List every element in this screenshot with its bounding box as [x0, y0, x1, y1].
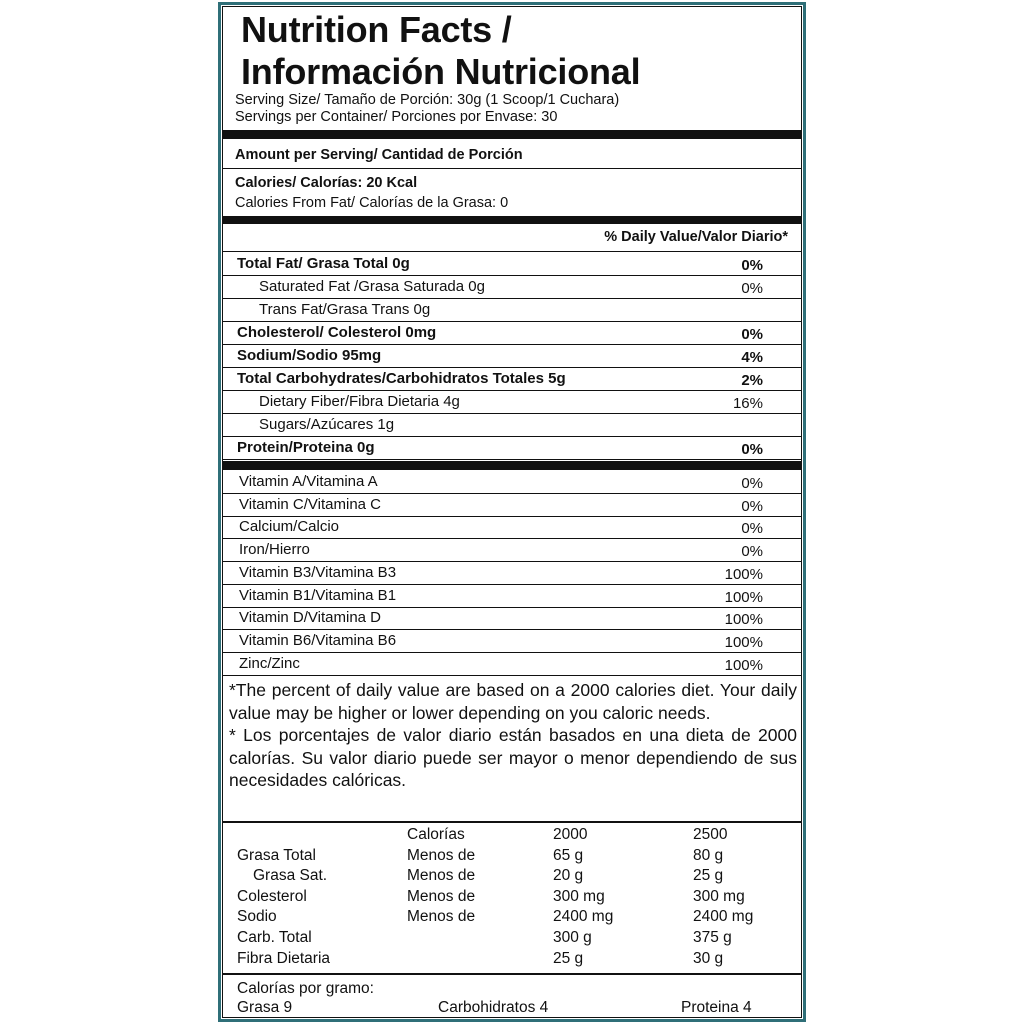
- calories-per-gram-carbs: Carbohidratos 4: [438, 999, 549, 1016]
- nutrient-row: [223, 276, 801, 299]
- reference-cell: 30 g: [693, 949, 724, 967]
- nutrient-row: [223, 414, 801, 437]
- vitamin-name: Vitamin D/Vitamina D: [239, 609, 382, 627]
- vitamin-row: [223, 539, 801, 562]
- nutrient-name: Trans Fat/Grasa Trans 0g: [259, 301, 431, 318]
- reference-cell: 300 g: [553, 929, 592, 946]
- nutrient-row: [223, 345, 801, 368]
- vitamin-row: [223, 494, 801, 517]
- daily-value-header: % Daily Value/Valor Diario*: [604, 229, 788, 245]
- nutrient-row: [223, 437, 801, 460]
- calories-per-gram-protein: Proteina 4: [681, 999, 752, 1016]
- nutrient-name: Total Carbohydrates/Carbohidratos Totales 5g: [237, 370, 566, 387]
- nutrient-daily-value: 0%: [741, 441, 763, 458]
- thick-divider: [223, 130, 801, 139]
- nutrient-daily-value: 2%: [741, 372, 763, 389]
- vitamin-daily-value: 100%: [724, 588, 763, 606]
- reference-header-cell: Calorías: [407, 826, 465, 843]
- vitamin-name: Vitamin B6/Vitamina B6: [239, 631, 397, 649]
- reference-cell: Carb. Total: [237, 929, 312, 946]
- nutrient-name: Total Fat/ Grasa Total 0g: [237, 255, 410, 272]
- reference-cell: 25 g: [553, 949, 584, 967]
- reference-cell: Menos de: [407, 867, 476, 885]
- footnote: [229, 679, 797, 792]
- calories-from-fat: Calories From Fat/ Calorías de la Grasa: 0: [235, 195, 509, 211]
- label-title: [241, 9, 640, 93]
- vitamin-name: Calcium/Calcio: [239, 518, 340, 536]
- vitamin-daily-value: 0%: [741, 497, 763, 515]
- vitamin-name: Zinc/Zinc: [239, 654, 300, 672]
- nutrition-label: [222, 6, 802, 1018]
- nutrient-daily-value: 0%: [741, 326, 763, 343]
- nutrient-row: [223, 322, 801, 345]
- footnote-english: *The percent of daily value are based on a 2000 calories diet. Your daily value may be higher or lower depending on you caloric needs.: [229, 680, 797, 723]
- footnote-spanish: * Los porcentajes de valor diario están basados en una dieta de 2000 calorías. Su valor diario puede ser mayor o menor dependiendo de sus necesidades calóricas.: [229, 725, 797, 790]
- calories-per-gram-heading: Calorías por gramo:: [237, 980, 374, 997]
- reference-cell: Colesterol: [237, 887, 307, 905]
- reference-cell: Menos de: [407, 887, 476, 905]
- nutrient-row: [223, 299, 801, 322]
- vitamin-row: [223, 516, 801, 539]
- vitamin-daily-value: 100%: [724, 565, 763, 583]
- reference-cell: 300 mg: [693, 887, 745, 905]
- reference-cell: Menos de: [407, 846, 476, 864]
- vitamin-daily-value: 100%: [724, 633, 763, 651]
- vitamin-name: Vitamin C/Vitamina C: [239, 495, 382, 513]
- vitamin-name: Vitamin A/Vitamina A: [239, 473, 378, 490]
- nutrient-name: Dietary Fiber/Fibra Dietaria 4g: [259, 393, 460, 410]
- reference-cell: 65 g: [553, 846, 584, 864]
- reference-cell: Grasa Total: [237, 846, 316, 864]
- thick-divider: [223, 216, 801, 224]
- vitamin-daily-value: 100%: [724, 656, 763, 674]
- nutrient-row: [223, 253, 801, 276]
- servings-per-container: Servings per Container/ Porciones por Envase: 30: [235, 109, 558, 125]
- reference-header-cell: 2500: [693, 826, 728, 843]
- vitamin-row: [223, 630, 801, 653]
- nutrient-name: Cholesterol/ Colesterol 0mg: [237, 324, 437, 341]
- reference-cell: Sodio: [237, 908, 277, 926]
- nutrient-daily-value: 16%: [732, 395, 763, 412]
- divider: [223, 973, 801, 975]
- calories-per-gram-fat: Grasa 9: [237, 999, 293, 1016]
- reference-cell: 80 g: [693, 846, 724, 864]
- nutrient-daily-value: 0%: [741, 280, 763, 297]
- reference-cell: 2400 mg: [693, 908, 754, 926]
- calories: Calories/ Calorías: 20 Kcal: [235, 175, 418, 191]
- reference-cell: 2400 mg: [553, 908, 614, 926]
- nutrient-row: [223, 368, 801, 391]
- nutrient-name: Sugars/Azúcares 1g: [259, 416, 395, 433]
- vitamin-name: Vitamin B3/Vitamina B3: [239, 563, 397, 581]
- nutrient-name: Protein/Proteina 0g: [237, 439, 375, 456]
- reference-cell: 375 g: [693, 929, 732, 946]
- divider: [223, 821, 801, 823]
- vitamin-daily-value: 100%: [724, 611, 763, 629]
- vitamin-row: [223, 607, 801, 630]
- divider: [223, 251, 801, 252]
- vitamin-row: [223, 562, 801, 585]
- vitamin-name: Iron/Hierro: [239, 541, 310, 559]
- nutrient-daily-value: 4%: [741, 349, 763, 366]
- serving-size: Serving Size/ Tamaño de Porción: 30g (1 Scoop/1 Cuchara): [235, 92, 620, 108]
- nutrient-row: [223, 391, 801, 414]
- reference-cell: Fibra Dietaria: [237, 949, 331, 967]
- vitamin-row: [223, 653, 801, 676]
- divider: [223, 168, 801, 169]
- vitamin-row: [223, 585, 801, 608]
- vitamin-row: [223, 471, 801, 494]
- reference-cell: Grasa Sat.: [253, 867, 328, 885]
- reference-header-cell: 2000: [553, 826, 588, 843]
- vitamin-daily-value: 0%: [741, 520, 763, 538]
- nutrient-name: Sodium/Sodio 95mg: [237, 347, 382, 364]
- reference-cell: 20 g: [553, 867, 584, 885]
- amount-per-serving: Amount per Serving/ Cantidad de Porción: [235, 147, 523, 163]
- thick-divider: [223, 461, 801, 470]
- nutrient-daily-value: 0%: [741, 257, 763, 274]
- title-line-1: Nutrition Facts /: [241, 9, 512, 50]
- reference-cell: 25 g: [693, 867, 724, 885]
- vitamin-daily-value: 0%: [741, 543, 763, 561]
- reference-cell: Menos de: [407, 908, 476, 926]
- nutrient-name: Saturated Fat /Grasa Saturada 0g: [259, 278, 485, 295]
- vitamin-daily-value: 0%: [741, 475, 763, 492]
- title-line-2: Información Nutricional: [241, 51, 641, 92]
- reference-cell: 300 mg: [553, 887, 605, 905]
- vitamin-name: Vitamin B1/Vitamina B1: [239, 586, 397, 604]
